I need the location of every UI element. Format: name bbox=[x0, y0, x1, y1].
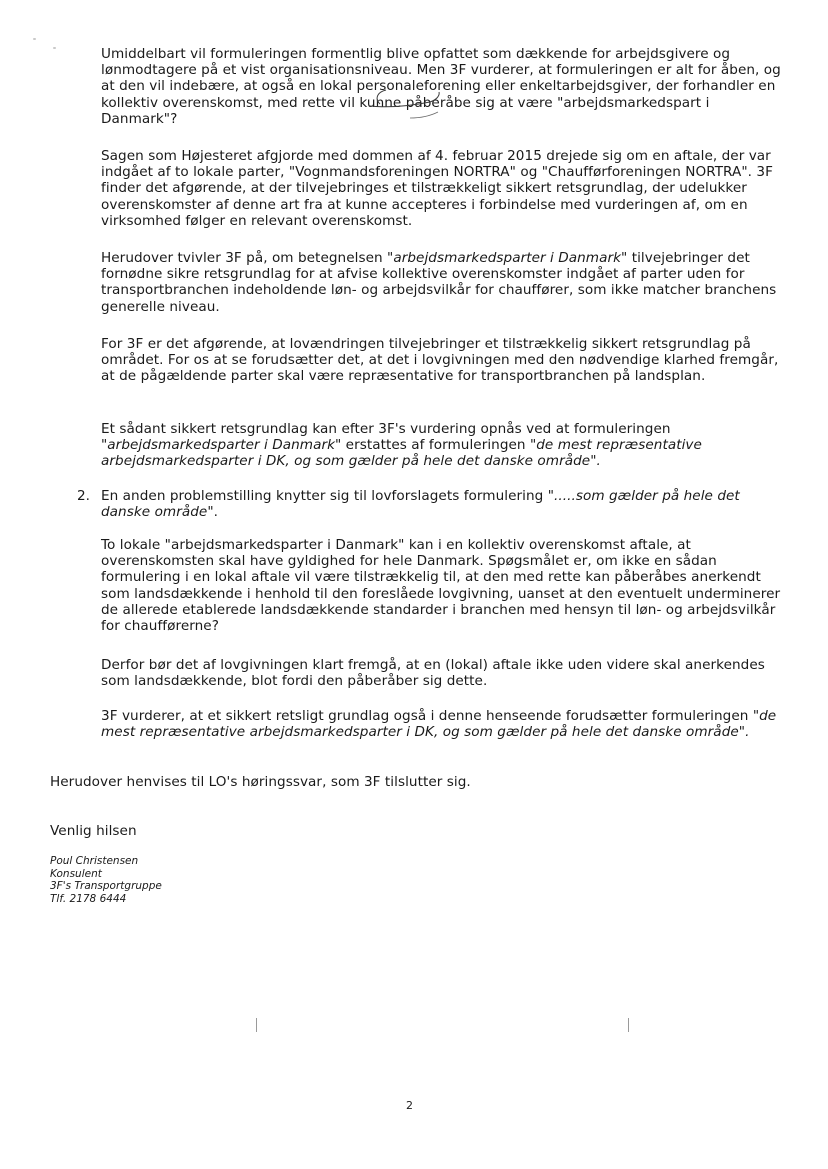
paragraph-hojesteret: Sagen som Højesteret afgjorde med dommen af 4. februar 2015 drejede sig om en aftale, der var indgået af to lokale parter, "Vognmandsforeningen NORTRA" og "Chaufførforeningen NORTRA". 3F finder det afgørende, at der tilvejebringes et tilstrækkeligt sikkert retsgrundlag, der udelukker overenskomster af denne art fra at kunne accepteres i forbindelse med vurderingen af, om en virksomhed følger en relevant overenskomst. bbox=[101, 148, 773, 229]
text-segment: . bbox=[213, 504, 219, 521]
paragraph-derfor: Derfor bør det af lovgivningen klart fremgå, at en (lokal) aftale ikke uden videre skal anerkendes som landsdækkende, blot fordi den påberåber sig dette. bbox=[101, 657, 765, 690]
list-item-problemstilling bbox=[101, 488, 781, 520]
signature-title: Konsulent bbox=[50, 867, 102, 880]
emphasis-text: ".....som gælder på hele det danske område" bbox=[101, 488, 740, 521]
text-segment: En anden problemstilling knytter sig til lovforslagets formulering bbox=[101, 488, 548, 504]
signature-phone: Tlf. 2178 6444 bbox=[50, 892, 127, 905]
page-number: 2 bbox=[406, 1099, 413, 1112]
paragraph-betegnelsen bbox=[101, 250, 781, 315]
emphasis-text: "arbejdsmarkedsparter i Danmark" bbox=[101, 437, 342, 454]
scan-speck bbox=[53, 47, 56, 49]
closing-greeting: Venlig hilsen bbox=[50, 823, 137, 839]
handwritten-underline-mark bbox=[360, 84, 450, 124]
paragraph-retsgrundlag bbox=[101, 421, 781, 470]
text-segment: Et sådant sikkert retsgrundlag kan efter 3F's vurdering opnås ved at formuleringen bbox=[101, 421, 671, 437]
paragraph-retsligt-grundlag bbox=[101, 708, 781, 740]
emphasis-text: "de mest repræsentative arbejdsmarkedsparter i DK, og som gælder på hele det danske område". bbox=[101, 708, 777, 741]
emphasis-text: "de mest repræsentative arbejdsmarkedsparter i DK, og som gælder på hele det danske område". bbox=[101, 437, 702, 470]
signature-name: Poul Christensen bbox=[50, 855, 139, 867]
text-segment: Herudover tvivler 3F på, om betegnelsen bbox=[101, 250, 388, 266]
paragraph-lovaendringen: For 3F er det afgørende, at lovændringen tilvejebringer et tilstrækkelig sikkert retsgrundlag på området. For os at se forudsætter det, at det i lovgivningen med den nødvendige klarhed fremgår, at de pågældende parter skal være repræsentative for transportbranchen på landsplan. bbox=[101, 336, 779, 385]
text-segment: 3F vurderer, at et sikkert retsligt grundlag også i denne henseende forudsætter formuleringen bbox=[101, 708, 753, 724]
paragraph-formulation-open: Umiddelbart vil formuleringen formentlig blive opfattet som dækkende for arbejdsgivere og lønmodtagere på et vist organisationsniveau. Men 3F vurderer, at formuleringen er alt for åben, og at den vil indebære, at også en lokal personaleforening eller enkeltarbejdsgiver, der forhandler en kollektiv overenskomst, med rette vil kunne påberåbe sig at være "arbejdsmarkedspart i Danmark"? bbox=[101, 46, 781, 127]
text-segment: erstattes af formuleringen bbox=[341, 437, 530, 454]
signature-block bbox=[50, 855, 162, 905]
emphasis-text: "arbejdsmarkedsparter i Danmark" bbox=[387, 250, 628, 266]
scan-mark-left bbox=[256, 1018, 257, 1032]
scan-speck bbox=[33, 38, 36, 40]
scan-mark-right bbox=[628, 1018, 629, 1032]
paragraph-lokale-parter: To lokale "arbejdsmarkedsparter i Danmark" kan i en kollektiv overenskomst aftale, at overenskomsten skal have gyldighed for hele Danmark. Spøgsmålet er, om ikke en sådan formulering i en lokal aftale vil være tilstrækkelig til, at den med rette kan påberåbes anerkendt som landsdækkende i henhold til den foreslåede lovgivning, uanset at den eventuelt underminerer de allerede etablerede landsdækkende standarder i branchen med hensyn til løn- og arbejdsvilkår for chaufførerne? bbox=[101, 537, 781, 635]
signature-department: 3F's Transportgruppe bbox=[50, 880, 162, 892]
text-segment: tilvejebringer det fornødne sikre retsgrundlag for at afvise kollektive overenskomster indgået af parter uden for transportbranchen indeholdende løn- og arbejdsvilkår for chauffører, som ikke matcher branchens generelle niveau. bbox=[101, 250, 777, 315]
list-item-number: 2. bbox=[77, 488, 90, 504]
paragraph-lo-horingssvar: Herudover henvises til LO's høringssvar, som 3F tilslutter sig. bbox=[50, 774, 471, 790]
